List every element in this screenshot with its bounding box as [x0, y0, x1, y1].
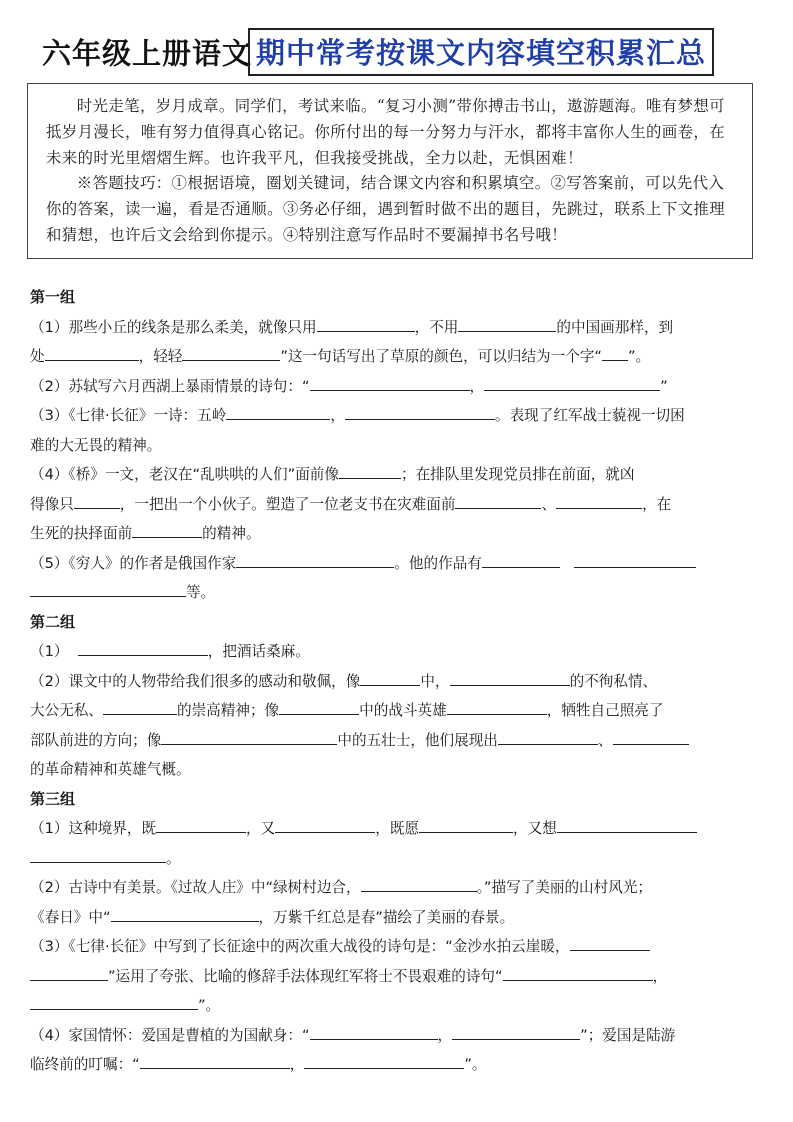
answer-blank[interactable]: [156, 818, 246, 833]
answer-blank[interactable]: [574, 553, 696, 568]
answer-blank[interactable]: [226, 405, 330, 420]
answer-blank[interactable]: [30, 582, 186, 597]
answer-blank[interactable]: [111, 907, 259, 922]
question-3-1: （1）这种境界，既 ，又 ，既愿 ，又想 。: [30, 814, 768, 873]
question-1-3: （3）《七律·长征》一诗：五岭 ， 。表现了红军战士藐视一切困 难的大无畏的精神。: [30, 407, 685, 454]
answer-blank[interactable]: [30, 995, 198, 1010]
answer-blank[interactable]: [74, 494, 120, 509]
answer-blank[interactable]: [279, 700, 359, 715]
question-1-5: （5）《穷人》的作者是俄国作家 。他的作品有 等。: [30, 549, 768, 608]
answer-blank[interactable]: [602, 346, 628, 361]
answer-blank[interactable]: [182, 346, 280, 361]
answer-blank[interactable]: [613, 730, 689, 745]
question-1-4: （4）《桥》一文，老汉在“乱哄哄的人们”面前像 ；在排队里发现党员排在前面，就凶 得像只 ，一把出一个小伙子。塑造了一位老支书在灾难面前 、 ，在 生死的抉择面前 的精神。: [30, 466, 672, 542]
answer-blank[interactable]: [78, 641, 208, 656]
exercise-content: [30, 283, 768, 1080]
answer-blank[interactable]: [360, 671, 420, 686]
question-1-1: （1）那些小丘的线条是那么柔美，就像只用 ，不用 的中国画那样，到 处 ，轻轻 ”这一句话写出了草原的颜色，可以归结为一个字“ ”。: [30, 318, 674, 365]
answer-blank[interactable]: [132, 523, 202, 538]
answer-blank[interactable]: [455, 494, 541, 509]
group-title-3: 第三组: [30, 789, 76, 808]
answer-blank[interactable]: [310, 1025, 438, 1040]
question-2-2: （2）课文中的人物带给我们很多的感动和敬佩，像 中， 的不徇私情、 大公无私、 的崇高精神；像 中的战斗英雄 ，牺牲自己照亮了 部队前进的方向；像 中的五壮士，他们展现出 、 的革命精神和英雄气概。: [30, 667, 768, 785]
answer-blank[interactable]: [452, 1025, 580, 1040]
answer-blank[interactable]: [484, 376, 660, 391]
answer-blank[interactable]: [236, 553, 394, 568]
answer-blank[interactable]: [317, 317, 415, 332]
group-title-2: 第二组: [30, 612, 76, 631]
answer-blank[interactable]: [310, 376, 470, 391]
answer-blank[interactable]: [140, 1054, 290, 1069]
intro-box: [27, 83, 753, 259]
intro-tips: ※答题技巧：①根据语境，圈划关键词，结合课文内容和积累填空。②写答案前，可以先代入你的答案，读一遍，看是否通顺。③务必仔细，遇到暂时做不出的题目，先跳过，联系上下文推理和猜想，也许后文会给到你提示。④特别注意写作品时不要漏掉书名号哦！: [46, 174, 725, 244]
question-3-4: （4）家国情怀：爱国是曹植的为国献身：“ ， ”；爱国是陆游 临终前的叮嘱：“ ， ”。: [30, 1026, 676, 1073]
answer-blank[interactable]: [30, 848, 166, 863]
title-grade: 六年级上册语文: [42, 36, 253, 71]
answer-blank[interactable]: [458, 317, 556, 332]
answer-blank[interactable]: [419, 818, 513, 833]
group-title-1: 第一组: [30, 288, 76, 306]
question-3-3: （3）《七律·长征》中写到了长征途中的两次重大战役的诗句是：“金沙水拍云崖暖， ”运用了夸张、比喻的修辞手法体现红军将士不畏艰难的诗句“ ， ”。: [30, 938, 668, 1014]
answer-blank[interactable]: [556, 494, 642, 509]
answer-blank[interactable]: [557, 818, 697, 833]
answer-blank[interactable]: [482, 553, 560, 568]
answer-blank[interactable]: [304, 1054, 464, 1069]
question-2-1: （1） ，把酒话桑麻。: [30, 643, 310, 660]
answer-blank[interactable]: [447, 700, 547, 715]
answer-blank[interactable]: [103, 700, 177, 715]
answer-blank[interactable]: [570, 936, 650, 951]
answer-blank[interactable]: [161, 730, 337, 745]
intro-paragraph: 时光走笔，岁月成章。同学们，考试来临。“复习小测”带你搏击书山，遨游题海。唯有梦想可抵岁月漫长，唯有努力值得真心铭记。你所付出的每一分努力与汗水，都将丰富你人生的画卷，在未来的时光里熠熠生辉。也许我平凡，但我接受挑战，全力以赴，无惧困难！: [46, 97, 725, 167]
answer-blank[interactable]: [30, 966, 108, 981]
question-1-2: （2）苏轼写六月西湖上暴雨情景的诗句：“ ， ”: [30, 377, 668, 395]
question-3-2: （2）古诗中有美景。《过故人庄》中“绿树村边合， 。”描写了美丽的山村风光； 《春日》中“ ，万紫千红总是春”描绘了美丽的春景。: [30, 879, 653, 926]
answer-blank[interactable]: [345, 405, 495, 420]
answer-blank[interactable]: [339, 464, 401, 479]
answer-blank[interactable]: [45, 346, 139, 361]
answer-blank[interactable]: [275, 818, 375, 833]
answer-blank[interactable]: [503, 966, 653, 981]
answer-blank[interactable]: [498, 730, 598, 745]
answer-blank[interactable]: [450, 671, 570, 686]
answer-blank[interactable]: [361, 877, 477, 892]
page-title: [42, 28, 714, 72]
title-boxed-subject: 期中常考按课文内容填空积累汇总: [248, 28, 714, 76]
